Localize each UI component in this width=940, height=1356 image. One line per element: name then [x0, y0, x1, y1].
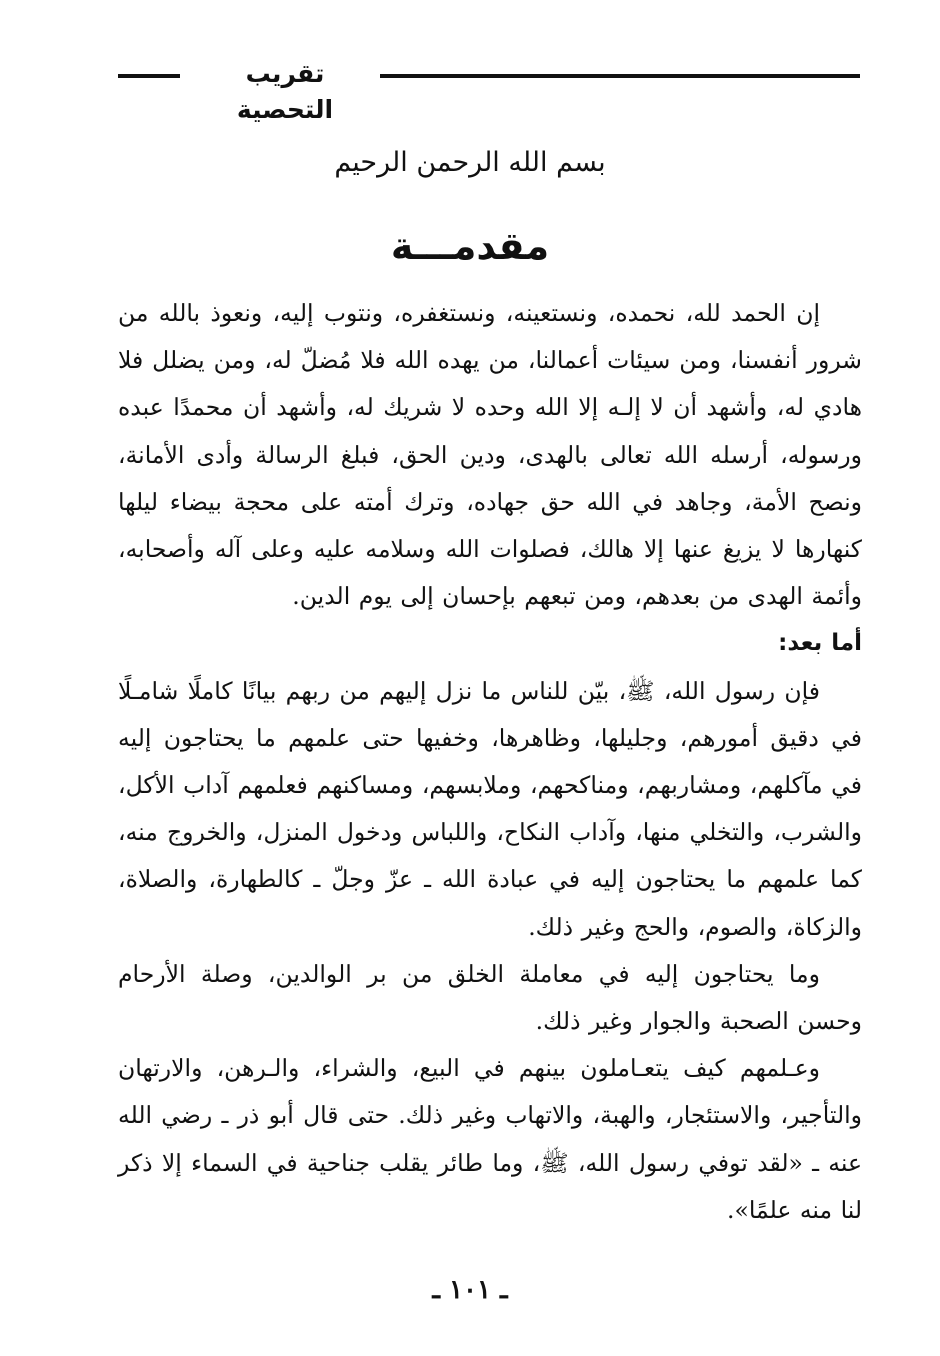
- paragraph-dealings: وما يحتاجون إليه في معاملة الخلق من بر الوالدين، وصلة الأرحام وحسن الصحبة والجوار وغير ذلك.: [118, 959, 862, 1036]
- running-title: تقريب التحصية: [236, 59, 334, 124]
- header-rule-right: [380, 74, 860, 78]
- page-number: ـ ١٠١ ـ: [432, 1275, 508, 1305]
- paragraph-opening: إن الحمد لله، نحمده، ونستعينه، ونستغفره، ونتوب إليه، ونعوذ بالله من شرور أنفسنا، ومن سيئات أعمالنا، من يهده الله فلا مُضلّ له، ومن يضلل فلا هادي له، وأشهد أن لا إلـه إلا الله وحده لا شريك له، وأشهد أن محمدًا عبده ورسوله، أرسله الله تعالى بالهدى، ودين الحق، فبلغ الرسالة وأدى الأمانة، ونصح الأمة، وجاهد في الله حق جهاده، وترك أمته على محجة بيضاء ليلها كنهارها لا يزيغ عنها إلا هالك، فصلوات الله وسلامه عليه وعلى آله وأصحابه، وأئمة الهدى من بعدهم، ومن تبعهم بإحسان إلى يوم الدين.: [118, 299, 862, 611]
- basmala: بسم الله الرحمن الرحيم: [334, 147, 606, 178]
- subheading-amma-baad: أما بعد:: [778, 630, 862, 657]
- running-header: [118, 56, 860, 124]
- paragraph-transactions: وعـلمهم كيف يتعـاملون بينهم في البيع، والشراء، والـرهن، والارتهان والتأجير، والاستئجار، والهبة، والاتهاب وغير ذلك. حتى قال أبو ذر ـ رضي الله عنه ـ «لقد توفي رسول الله، ﷺ، وما طائر يقلب جناحية في السماء إلا ذكر لنا منه علمًا».: [118, 1054, 862, 1224]
- paragraph-prophet-teaching: فإن رسول الله، ﷺ، بيّن للناس ما نزل إليهم من ربهم بيانًا كاملًا شامـلًا في دقيق أمورهم، وجليلها، وظاهرها، وخفيها حتى علمهم ما يحتاجون إليه في مآكلهم، ومشاربهم، ومناكحهم، وملابسهم، ومساكنهم فعلمهم آداب الأكل، والشرب، والتخلي منها، وآداب النكاح، واللباس ودخول المنزل، والخروج منه، كما علمهم ما يحتاجون إليه في عبادة الله ـ عزّ وجلّ ـ كالطهارة، والصلاة، والزكاة، والصوم، والحج وغير ذلك.: [118, 676, 862, 941]
- section-title: مقدمـــة: [390, 224, 550, 268]
- body-text: [118, 290, 862, 1234]
- header-rule-left: [118, 74, 180, 78]
